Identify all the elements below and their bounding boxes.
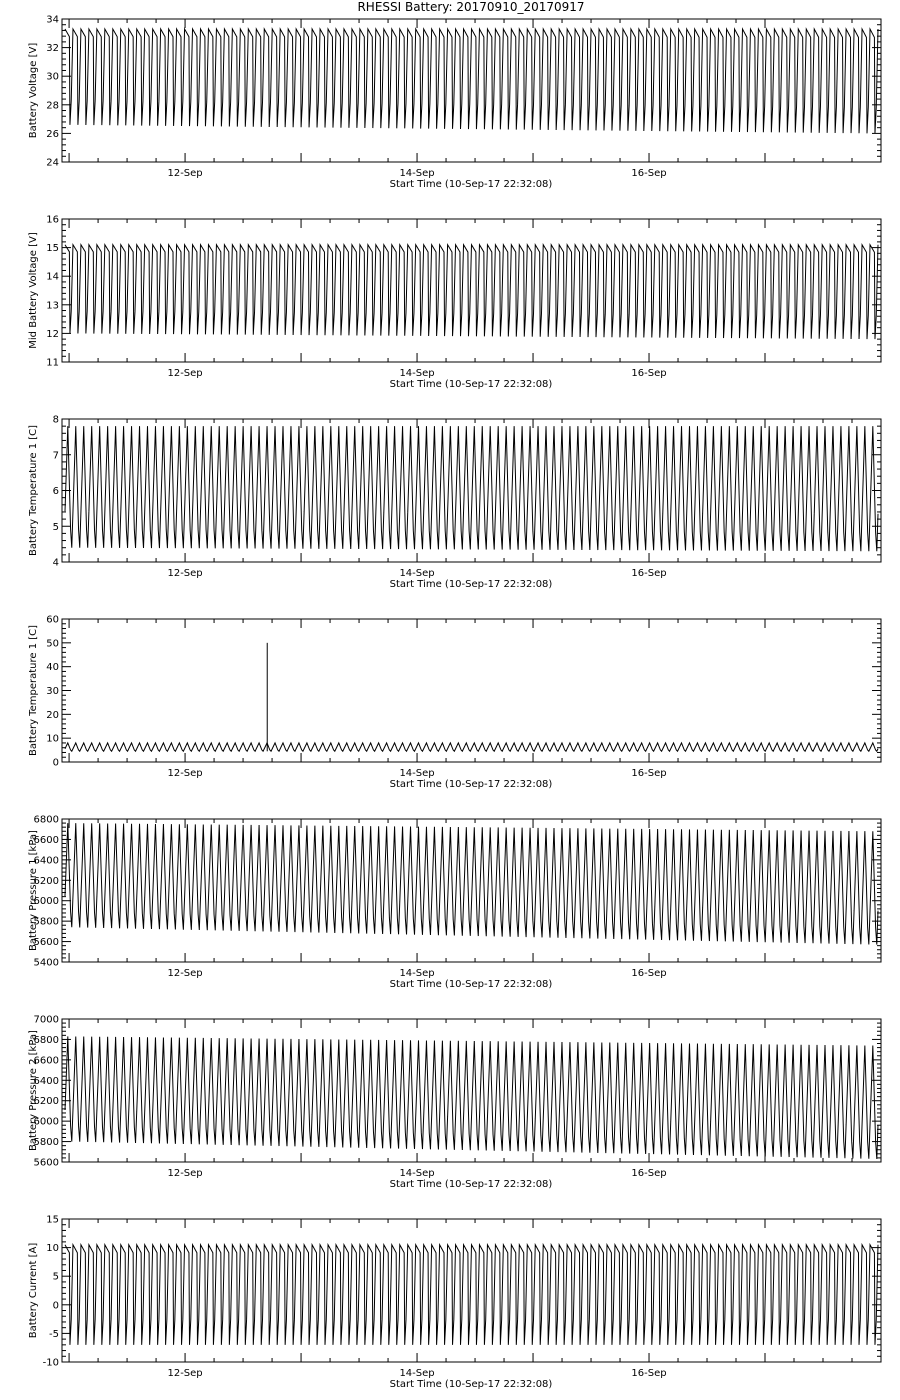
y-axis-label: Mid Battery Voltage [V] [28, 232, 39, 349]
y-tick-label: 0 [52, 757, 59, 769]
x-tick-label: 12-Sep [167, 168, 203, 179]
x-axis-label: Start Time (10-Sep-17 22:32:08) [389, 779, 553, 790]
y-tick-label: 28 [46, 100, 59, 112]
x-axis-label: Start Time (10-Sep-17 22:32:08) [389, 579, 553, 590]
y-tick-label: 10 [46, 733, 59, 745]
series-line [65, 743, 878, 751]
y-axis-label: Battery Pressure 1 [kPa] [28, 830, 39, 951]
panel-7 [28, 1215, 881, 1391]
y-tick-label: 32 [46, 43, 59, 55]
x-tick-label: 16-Sep [631, 1368, 667, 1379]
figure-title: RHESSI Battery: 20170910_20170917 [357, 0, 585, 14]
y-tick-label: 5 [52, 521, 59, 533]
panel-5 [28, 815, 881, 991]
y-tick-label: -10 [42, 1357, 59, 1369]
x-axis-label: Start Time (10-Sep-17 22:32:08) [389, 979, 553, 990]
x-tick-label: 14-Sep [399, 368, 435, 379]
y-tick-label: 14 [46, 271, 59, 283]
x-tick-label: 16-Sep [631, 968, 667, 979]
y-tick-label: 34 [46, 14, 59, 26]
y-tick-label: 6000 [33, 896, 59, 908]
y-tick-label: 6800 [33, 1034, 59, 1046]
series-line [65, 245, 878, 339]
x-tick-label: 14-Sep [399, 568, 435, 579]
x-tick-label: 12-Sep [167, 1368, 203, 1379]
x-tick-label: 14-Sep [399, 768, 435, 779]
y-tick-label: 6400 [33, 855, 59, 867]
x-axis-label: Start Time (10-Sep-17 22:32:08) [389, 379, 553, 390]
y-axis-label: Battery Temperature 1 [C] [28, 624, 39, 757]
y-tick-label: 5600 [33, 937, 59, 949]
x-tick-label: 16-Sep [631, 168, 667, 179]
x-axis-label: Start Time (10-Sep-17 22:32:08) [389, 1179, 553, 1190]
y-tick-label: 11 [46, 357, 59, 369]
y-axis-label: Battery Pressure 2 [kPa] [28, 1030, 39, 1151]
y-tick-label: 15 [46, 1214, 59, 1226]
plot-frame [62, 1219, 881, 1362]
x-tick-label: 14-Sep [399, 1368, 435, 1379]
y-tick-label: 6 [52, 486, 59, 497]
y-tick-label: 0 [52, 1300, 59, 1312]
x-tick-label: 12-Sep [167, 368, 203, 379]
x-tick-label: 12-Sep [167, 1168, 203, 1179]
plot-frame [62, 219, 881, 362]
x-tick-label: 16-Sep [631, 1168, 667, 1179]
x-tick-label: 14-Sep [399, 968, 435, 979]
y-tick-label: 8 [52, 414, 59, 426]
panel-3 [28, 415, 881, 591]
series-line [65, 426, 878, 551]
y-tick-label: 24 [46, 157, 59, 169]
series-line [65, 1036, 878, 1159]
y-tick-label: 7000 [33, 1014, 59, 1026]
y-tick-label: 4 [52, 557, 59, 569]
y-tick-label: -5 [49, 1328, 59, 1340]
x-tick-label: 16-Sep [631, 368, 667, 379]
series-line [65, 1245, 878, 1345]
y-tick-label: 7 [52, 450, 59, 462]
y-axis-label: Battery Voltage [V] [28, 42, 39, 139]
y-tick-label: 12 [46, 328, 59, 340]
y-tick-label: 6200 [33, 875, 59, 887]
y-tick-label: 40 [46, 662, 59, 674]
y-tick-label: 13 [46, 300, 59, 312]
y-tick-label: 10 [46, 1243, 59, 1255]
y-tick-label: 5800 [33, 1137, 59, 1149]
x-axis-label: Start Time (10-Sep-17 22:32:08) [389, 179, 553, 190]
y-tick-label: 5 [52, 1271, 59, 1283]
x-tick-label: 14-Sep [399, 168, 435, 179]
panel-2 [28, 215, 881, 391]
y-tick-label: 15 [46, 243, 59, 255]
y-tick-label: 5400 [33, 957, 59, 969]
y-tick-label: 6200 [33, 1096, 59, 1108]
y-tick-label: 26 [46, 128, 59, 140]
x-tick-label: 16-Sep [631, 568, 667, 579]
y-tick-label: 6000 [33, 1116, 59, 1128]
x-tick-label: 12-Sep [167, 568, 203, 579]
x-tick-label: 16-Sep [631, 768, 667, 779]
x-axis-label: Start Time (10-Sep-17 22:32:08) [389, 1379, 553, 1390]
series-line [65, 29, 878, 133]
y-tick-label: 5600 [33, 1157, 59, 1169]
y-tick-label: 6800 [33, 814, 59, 826]
y-tick-label: 60 [46, 614, 59, 626]
y-tick-label: 30 [46, 686, 59, 697]
y-tick-label: 16 [46, 214, 59, 226]
x-tick-label: 12-Sep [167, 968, 203, 979]
y-tick-label: 6600 [33, 1055, 59, 1067]
y-axis-label: Battery Temperature 1 [C] [28, 424, 39, 557]
x-tick-label: 14-Sep [399, 1168, 435, 1179]
y-tick-label: 6400 [33, 1075, 59, 1087]
y-axis-label: Battery Current [A] [28, 1242, 39, 1339]
y-tick-label: 5800 [33, 916, 59, 928]
y-tick-label: 20 [46, 709, 59, 721]
y-tick-label: 50 [46, 638, 59, 650]
y-tick-label: 6600 [33, 834, 59, 846]
y-tick-label: 30 [46, 71, 59, 83]
plot-frame [62, 619, 881, 762]
panels [28, 15, 881, 1391]
panel-4 [28, 615, 881, 791]
panel-6 [28, 1015, 881, 1191]
series-line [65, 823, 878, 945]
panel-1 [28, 15, 881, 191]
x-tick-label: 12-Sep [167, 768, 203, 779]
